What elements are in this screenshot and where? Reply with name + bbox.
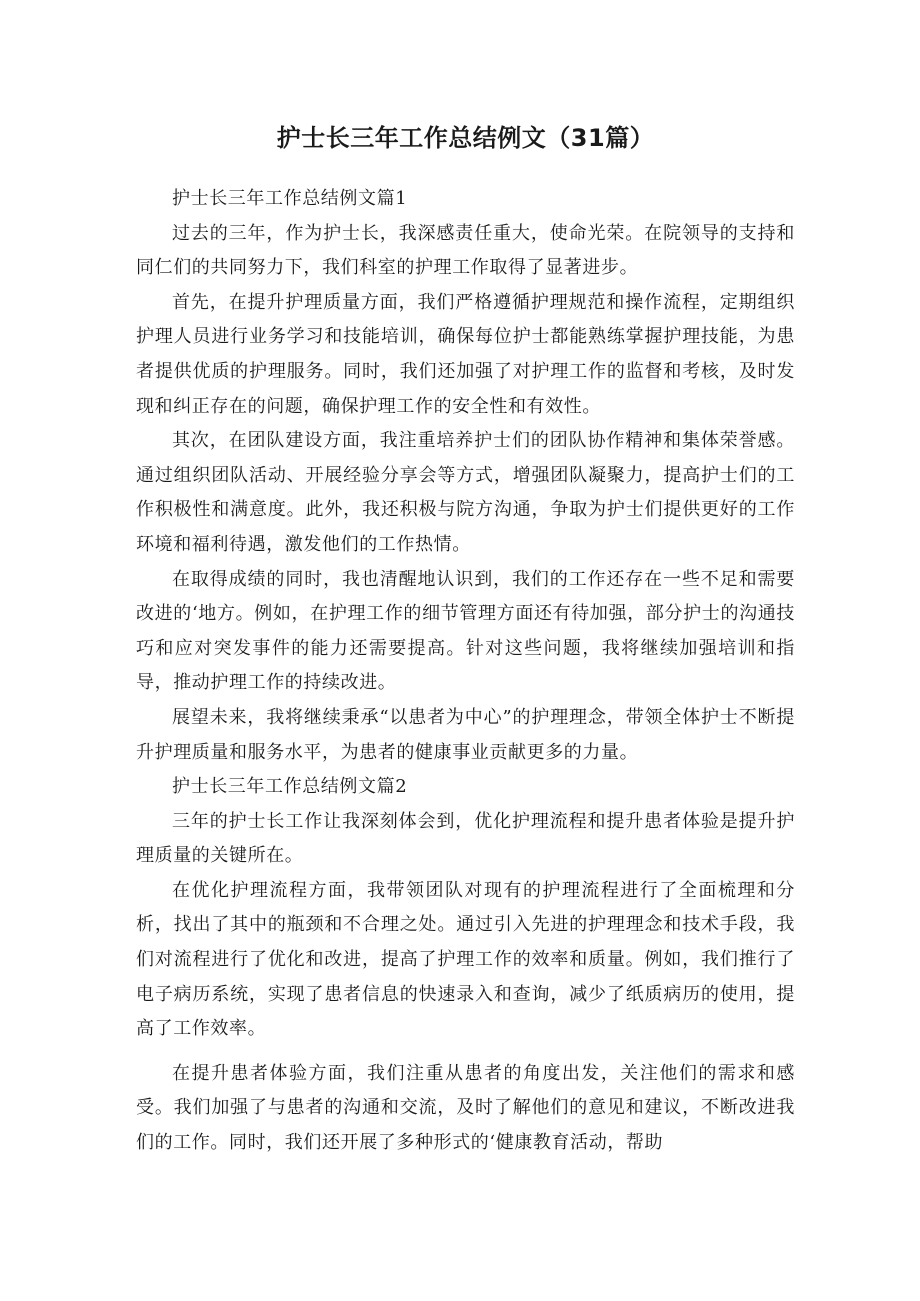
paragraph: 展望未来，我将继续秉承“以患者为中心”的护理理念，带领全体护士不断提升护理质量和服务水平，为患者的健康事业贡献更多的力量。 [136, 706, 795, 763]
paragraph: 过去的三年，作为护士长，我深感责任重大，使命光荣。在院领导的支持和同仁们的共同努力下，我们科室的护理工作取得了显著进步。 [136, 222, 795, 279]
document-title: 护士长三年工作总结例文（31篇） [276, 124, 655, 152]
paragraph: 首先，在提升护理质量方面，我们严格遵循护理规范和操作流程，定期组织护理人员进行业务学习和技能培训，确保每位护士都能熟练掌握护理技能，为患者提供优质的护理服务。同时，我们还加强了对护理工作的监督和考核，及时发现和纠正存在的问题，确保护理工作的安全性和有效性。 [136, 291, 795, 417]
paragraph: 在优化护理流程方面，我带领团队对现有的护理流程进行了全面梳理和分析，找出了其中的瓶颈和不合理之处。通过引入先进的护理理念和技术手段，我们对流程进行了优化和改进，提高了护理工作的效率和质量。例如，我们推行了电子病历系统，实现了患者信息的快速录入和查询，减少了纸质病历的使用，提高了工作效率。 [136, 879, 795, 1040]
paragraph: 在取得成绩的同时，我也清醒地认识到，我们的工作还存在一些不足和需要改进的‘地方。例如，在护理工作的细节管理方面还有待加强，部分护士的沟通技巧和应对突发事件的能力还需要提高。针对这些问题，我将继续加强培训和指导，推动护理工作的持续改进。 [136, 568, 795, 694]
paragraph: 三年的护士长工作让我深刻体会到，优化护理流程和提升患者体验是提升护理质量的关键所在。 [136, 810, 795, 867]
document-body [136, 182, 795, 1161]
paragraph: 其次，在团队建设方面，我注重培养护士们的团队协作精神和集体荣誉感。通过组织团队活动、开展经验分享会等方式，增强团队凝聚力，提高护士们的工作积极性和满意度。此外，我还积极与院方沟通，争取为护士们提供更好的工作环境和福利待遇，激发他们的工作热情。 [136, 430, 795, 555]
section-heading: 护士长三年工作总结例文篇2 [172, 776, 408, 798]
paragraph: 在提升患者体验方面，我们注重从患者的角度出发，关注他们的需求和感受。我们加强了与患者的沟通和交流，及时了解他们的意见和建议，不断改进我们的工作。同时，我们还开展了多种形式的‘健康教育活动，帮助 [136, 1062, 795, 1154]
section-heading: 护士长三年工作总结例文篇1 [172, 188, 408, 209]
